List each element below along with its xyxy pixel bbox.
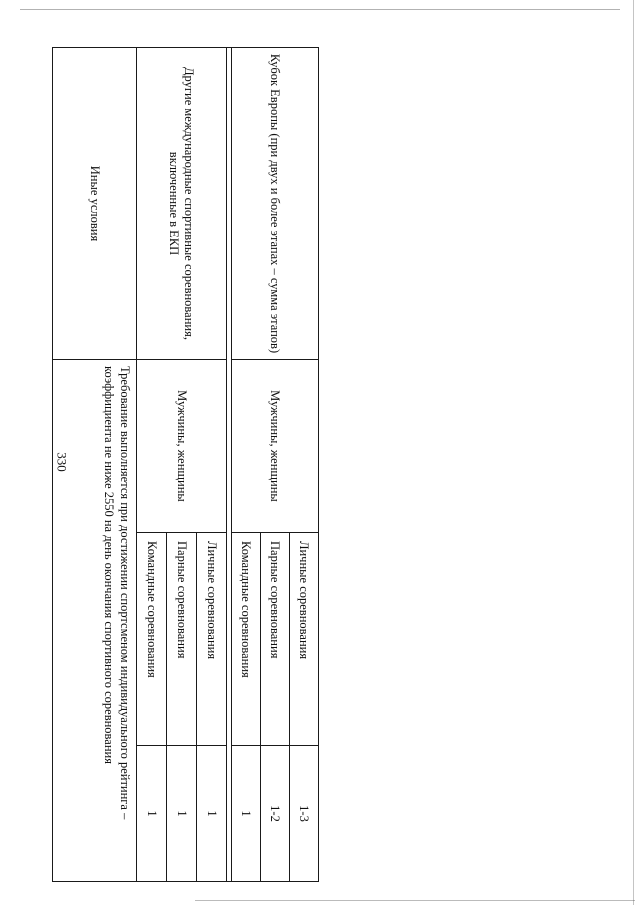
page-edge-top <box>20 9 620 10</box>
place-cell: 1 <box>137 746 167 882</box>
table-row <box>53 48 137 882</box>
place-cell: 1 <box>232 746 261 882</box>
requirements-table <box>67 47 319 881</box>
competition-type-cell: Командные соревнования <box>137 533 167 746</box>
table-separator <box>227 48 232 882</box>
competition-type-cell: Парные соревнования <box>261 533 290 746</box>
other-conditions-text: Требование выполняется при достижении спортсменом индивидуального рейтинга – коэффициента не ниже 2550 на день окончания спортивного соревнования <box>53 360 137 882</box>
table-row <box>197 48 227 882</box>
page-edge-bottom <box>195 900 635 901</box>
place-cell: 1 <box>167 746 197 882</box>
competition-type-cell: Парные соревнования <box>167 533 197 746</box>
place-cell: 1-3 <box>290 746 319 882</box>
place-cell: 1 <box>197 746 227 882</box>
competition-cell: Кубок Европы (при двух и более этапах – сумма этапов) <box>232 48 319 360</box>
group-cell: Мужчины, женщины <box>232 360 319 533</box>
page-edge-right <box>633 0 634 905</box>
other-conditions-label: Иные условия <box>53 48 137 360</box>
table-row <box>290 48 319 882</box>
competition-cell: Другие международные спортивные соревнования, включенные в ЕКП <box>137 48 227 360</box>
competition-type-cell: Личные соревнования <box>197 533 227 746</box>
competition-type-cell: Личные соревнования <box>290 533 319 746</box>
page-number: 330 <box>54 452 70 472</box>
place-cell: 1-2 <box>261 746 290 882</box>
competition-type-cell: Командные соревнования <box>232 533 261 746</box>
group-cell: Мужчины, женщины <box>137 360 227 533</box>
